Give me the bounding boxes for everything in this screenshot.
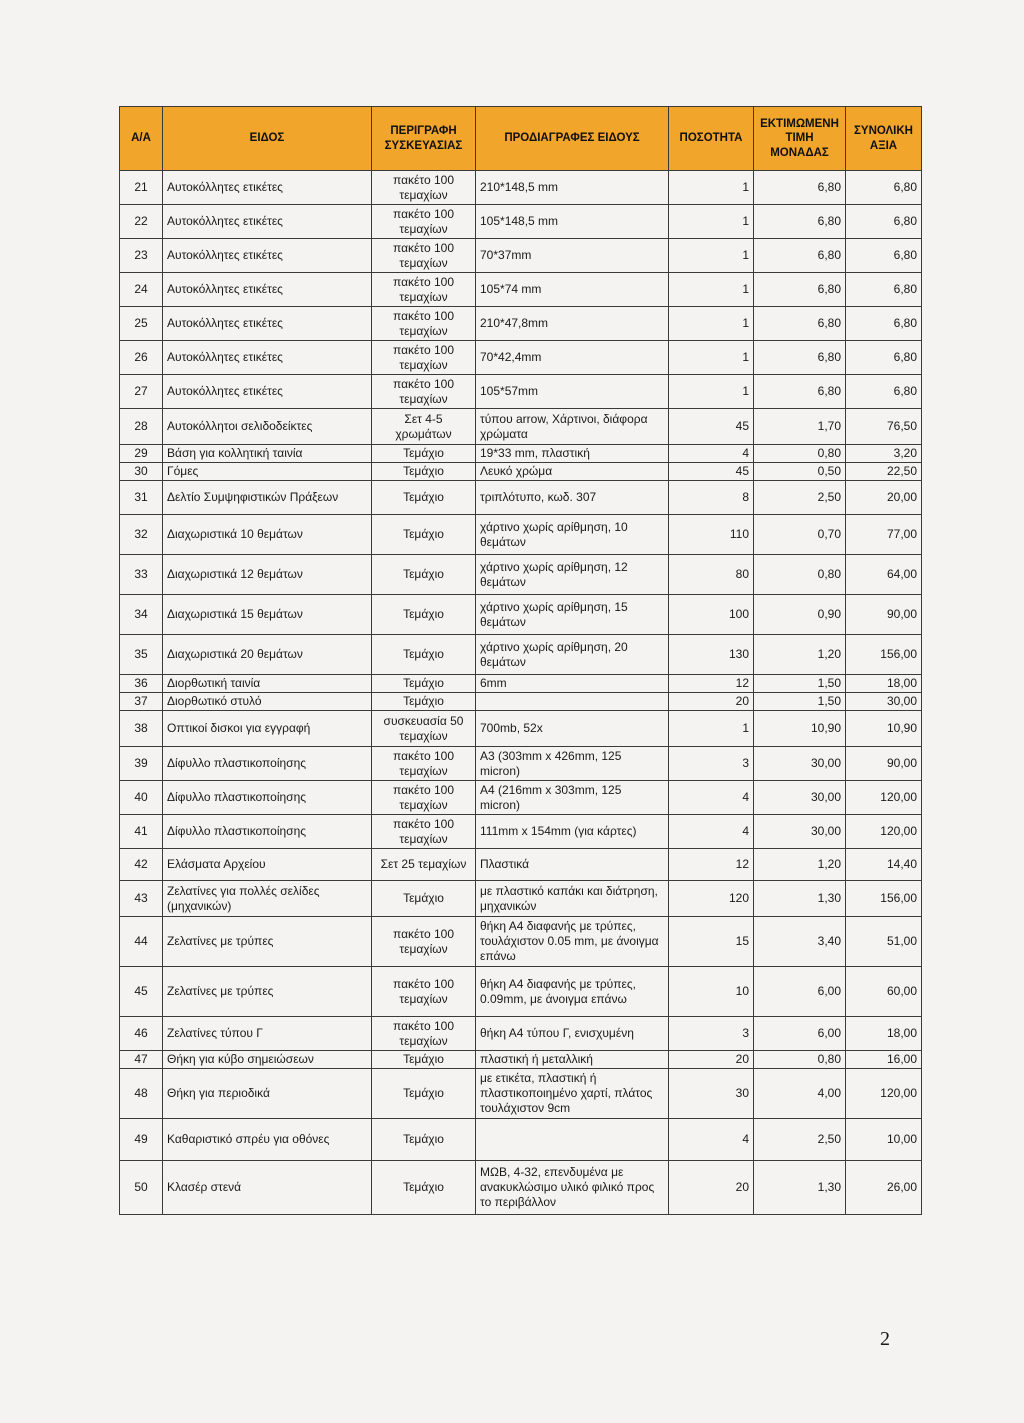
unit-price: 1,50 — [754, 675, 846, 693]
item-name: Οπτικοί δισκοι για εγγραφή — [163, 711, 372, 747]
total-value: 30,00 — [846, 693, 922, 711]
packaging-description: Τεμάχιο — [372, 1119, 476, 1161]
total-value: 64,00 — [846, 555, 922, 595]
item-name: Δίφυλλο πλαστικοποίησης — [163, 815, 372, 849]
total-value: 76,50 — [846, 409, 922, 445]
total-value: 6,80 — [846, 307, 922, 341]
item-specification: τύπου arrow, Χάρτινοι, διάφορα χρώματα — [476, 409, 669, 445]
item-name: Αυτοκόλλητες ετικέτες — [163, 307, 372, 341]
item-specification: χάρτινο χωρίς αρίθμηση, 12 θεμάτων — [476, 555, 669, 595]
table-header-row — [120, 107, 922, 171]
unit-price: 0,90 — [754, 595, 846, 635]
item-name: Αυτοκόλλητες ετικέτες — [163, 341, 372, 375]
packaging-description: πακέτο 100 τεμαχίων — [372, 967, 476, 1017]
quantity: 45 — [669, 463, 754, 481]
total-value: 20,00 — [846, 481, 922, 515]
packaging-description: πακέτο 100 τεμαχίων — [372, 341, 476, 375]
packaging-description: πακέτο 100 τεμαχίων — [372, 917, 476, 967]
row-number: 50 — [120, 1161, 163, 1215]
row-number: 37 — [120, 693, 163, 711]
table-row — [120, 917, 922, 967]
quantity: 120 — [669, 881, 754, 917]
item-specification: 210*47,8mm — [476, 307, 669, 341]
row-number: 32 — [120, 515, 163, 555]
item-specification: Λευκό χρώμα — [476, 463, 669, 481]
row-number: 36 — [120, 675, 163, 693]
item-name: Καθαριστικό σπρέυ για οθόνες — [163, 1119, 372, 1161]
total-value: 90,00 — [846, 595, 922, 635]
item-name: Διαχωριστικά 20 θεμάτων — [163, 635, 372, 675]
packaging-description: πακέτο 100 τεμαχίων — [372, 375, 476, 409]
table-row — [120, 205, 922, 239]
quantity: 45 — [669, 409, 754, 445]
table-row — [120, 1017, 922, 1051]
packaging-description: Τεμάχιο — [372, 881, 476, 917]
table-row — [120, 1161, 922, 1215]
quantity: 1 — [669, 171, 754, 205]
table-row — [120, 595, 922, 635]
unit-price: 3,40 — [754, 917, 846, 967]
table-row — [120, 849, 922, 881]
total-value: 60,00 — [846, 967, 922, 1017]
item-name: Αυτοκόλλητες ετικέτες — [163, 171, 372, 205]
packaging-description: πακέτο 100 τεμαχίων — [372, 205, 476, 239]
unit-price: 0,80 — [754, 1051, 846, 1069]
unit-price: 4,00 — [754, 1069, 846, 1119]
packaging-description: πακέτο 100 τεμαχίων — [372, 1017, 476, 1051]
item-name: Διορθωτικό στυλό — [163, 693, 372, 711]
packaging-description: Τεμάχιο — [372, 481, 476, 515]
row-number: 29 — [120, 445, 163, 463]
unit-price: 30,00 — [754, 781, 846, 815]
row-number: 26 — [120, 341, 163, 375]
item-name: Γόμες — [163, 463, 372, 481]
unit-price: 6,80 — [754, 341, 846, 375]
total-value: 90,00 — [846, 747, 922, 781]
item-specification: πλαστική ή μεταλλική — [476, 1051, 669, 1069]
item-name: Ελάσματα Αρχείου — [163, 849, 372, 881]
item-name: Θήκη για κύβο σημειώσεων — [163, 1051, 372, 1069]
packaging-description: Τεμάχιο — [372, 445, 476, 463]
item-name: Ζελατίνες για πολλές σελίδες (μηχανικών) — [163, 881, 372, 917]
table-body — [120, 171, 922, 1215]
header-packaging: ΠΕΡΙΓΡΑΦΗ ΣΥΣΚΕΥΑΣΙΑΣ — [372, 107, 476, 171]
total-value: 6,80 — [846, 375, 922, 409]
row-number: 43 — [120, 881, 163, 917]
header-unit-price: ΕΚΤΙΜΩΜΕΝΗ ΤΙΜΗ ΜΟΝΑΔΑΣ — [754, 107, 846, 171]
quantity: 20 — [669, 1051, 754, 1069]
item-specification: 19*33 mm, πλαστική — [476, 445, 669, 463]
item-specification: A4 (216mm x 303mm, 125 micron) — [476, 781, 669, 815]
row-number: 31 — [120, 481, 163, 515]
item-specification: 700mb, 52x — [476, 711, 669, 747]
unit-price: 1,50 — [754, 693, 846, 711]
quantity: 3 — [669, 747, 754, 781]
table-row — [120, 375, 922, 409]
unit-price: 30,00 — [754, 747, 846, 781]
row-number: 44 — [120, 917, 163, 967]
item-name: Ζελατίνες τύπου Γ — [163, 1017, 372, 1051]
table-row — [120, 341, 922, 375]
item-name: Βάση για κολλητική ταινία — [163, 445, 372, 463]
item-name: Διορθωτική ταινία — [163, 675, 372, 693]
total-value: 6,80 — [846, 239, 922, 273]
quantity: 1 — [669, 711, 754, 747]
quantity: 12 — [669, 849, 754, 881]
item-specification: χάρτινο χωρίς αρίθμηση, 20 θεμάτων — [476, 635, 669, 675]
table-row — [120, 1119, 922, 1161]
table-row — [120, 967, 922, 1017]
total-value: 26,00 — [846, 1161, 922, 1215]
row-number: 35 — [120, 635, 163, 675]
table-row — [120, 463, 922, 481]
quantity: 3 — [669, 1017, 754, 1051]
item-specification: 70*37mm — [476, 239, 669, 273]
packaging-description: Τεμάχιο — [372, 1051, 476, 1069]
item-specification: με ετικέτα, πλαστική ή πλαστικοποιημένο χαρτί, πλάτος τουλάχιστον 9cm — [476, 1069, 669, 1119]
unit-price: 0,50 — [754, 463, 846, 481]
item-specification: θήκη Α4 τύπου Γ, ενισχυμένη — [476, 1017, 669, 1051]
table-row — [120, 239, 922, 273]
unit-price: 1,20 — [754, 635, 846, 675]
row-number: 33 — [120, 555, 163, 595]
table-row — [120, 481, 922, 515]
unit-price: 2,50 — [754, 1119, 846, 1161]
item-name: Δίφυλλο πλαστικοποίησης — [163, 747, 372, 781]
table-row — [120, 711, 922, 747]
unit-price: 10,90 — [754, 711, 846, 747]
quantity: 1 — [669, 205, 754, 239]
total-value: 156,00 — [846, 635, 922, 675]
item-name: Ζελατίνες με τρύπες — [163, 967, 372, 1017]
item-name: Αυτοκόλλητες ετικέτες — [163, 239, 372, 273]
unit-price: 0,70 — [754, 515, 846, 555]
row-number: 23 — [120, 239, 163, 273]
unit-price: 6,80 — [754, 273, 846, 307]
item-specification: χάρτινο χωρίς αρίθμηση, 10 θεμάτων — [476, 515, 669, 555]
packaging-description: Τεμάχιο — [372, 555, 476, 595]
row-number: 22 — [120, 205, 163, 239]
unit-price: 6,80 — [754, 375, 846, 409]
table-row — [120, 693, 922, 711]
packaging-description: Τεμάχιο — [372, 1069, 476, 1119]
packaging-description: Τεμάχιο — [372, 515, 476, 555]
item-specification: χάρτινο χωρίς αρίθμηση, 15 θεμάτων — [476, 595, 669, 635]
packaging-description: Σετ 4-5 χρωμάτων — [372, 409, 476, 445]
packaging-description: Τεμάχιο — [372, 463, 476, 481]
row-number: 25 — [120, 307, 163, 341]
packaging-description: πακέτο 100 τεμαχίων — [372, 171, 476, 205]
item-specification: 105*74 mm — [476, 273, 669, 307]
total-value: 120,00 — [846, 781, 922, 815]
total-value: 120,00 — [846, 815, 922, 849]
total-value: 6,80 — [846, 205, 922, 239]
unit-price: 1,20 — [754, 849, 846, 881]
total-value: 6,80 — [846, 171, 922, 205]
table-row — [120, 171, 922, 205]
total-value: 120,00 — [846, 1069, 922, 1119]
quantity: 1 — [669, 239, 754, 273]
quantity: 1 — [669, 273, 754, 307]
item-name: Αυτοκόλλητες ετικέτες — [163, 273, 372, 307]
quantity: 4 — [669, 781, 754, 815]
quantity: 12 — [669, 675, 754, 693]
item-specification: 105*148,5 mm — [476, 205, 669, 239]
row-number: 28 — [120, 409, 163, 445]
total-value: 51,00 — [846, 917, 922, 967]
item-specification: θήκη Α4 διαφανής με τρύπες, 0.09mm, με άνοιγμα επάνω — [476, 967, 669, 1017]
packaging-description: πακέτο 100 τεμαχίων — [372, 307, 476, 341]
table-row — [120, 1051, 922, 1069]
item-name: Δελτίο Συμψηφιστικών Πράξεων — [163, 481, 372, 515]
table-row — [120, 747, 922, 781]
packaging-description: Τεμάχιο — [372, 635, 476, 675]
item-name: Διαχωριστικά 10 θεμάτων — [163, 515, 372, 555]
table-row — [120, 881, 922, 917]
quantity: 1 — [669, 341, 754, 375]
row-number: 34 — [120, 595, 163, 635]
total-value: 22,50 — [846, 463, 922, 481]
quantity: 10 — [669, 967, 754, 1017]
row-number: 40 — [120, 781, 163, 815]
row-number: 21 — [120, 171, 163, 205]
row-number: 46 — [120, 1017, 163, 1051]
total-value: 18,00 — [846, 1017, 922, 1051]
header-qty: ΠΟΣΟΤΗΤΑ — [669, 107, 754, 171]
item-specification: τριπλότυπο, κωδ. 307 — [476, 481, 669, 515]
unit-price: 6,80 — [754, 205, 846, 239]
packaging-description: συσκευασία 50 τεμαχίων — [372, 711, 476, 747]
table-row — [120, 409, 922, 445]
total-value: 18,00 — [846, 675, 922, 693]
table-row — [120, 273, 922, 307]
quantity: 110 — [669, 515, 754, 555]
unit-price: 1,30 — [754, 1161, 846, 1215]
item-specification — [476, 1119, 669, 1161]
item-name: Διαχωριστικά 15 θεμάτων — [163, 595, 372, 635]
table-row — [120, 555, 922, 595]
packaging-description: Σετ 25 τεμαχίων — [372, 849, 476, 881]
row-number: 49 — [120, 1119, 163, 1161]
total-value: 6,80 — [846, 273, 922, 307]
total-value: 77,00 — [846, 515, 922, 555]
total-value: 10,00 — [846, 1119, 922, 1161]
row-number: 41 — [120, 815, 163, 849]
header-spec: ΠΡΟΔΙΑΓΡΑΦΕΣ ΕΙΔΟΥΣ — [476, 107, 669, 171]
total-value: 14,40 — [846, 849, 922, 881]
quantity: 20 — [669, 693, 754, 711]
quantity: 130 — [669, 635, 754, 675]
quantity: 4 — [669, 815, 754, 849]
quantity: 30 — [669, 1069, 754, 1119]
item-specification: 210*148,5 mm — [476, 171, 669, 205]
item-specification: 6mm — [476, 675, 669, 693]
table-row — [120, 515, 922, 555]
quantity: 4 — [669, 1119, 754, 1161]
quantity: 4 — [669, 445, 754, 463]
item-name: Αυτοκόλλητες ετικέτες — [163, 205, 372, 239]
item-name: Δίφυλλο πλαστικοποίησης — [163, 781, 372, 815]
row-number: 24 — [120, 273, 163, 307]
header-item: ΕΙΔΟΣ — [163, 107, 372, 171]
quantity: 15 — [669, 917, 754, 967]
packaging-description: Τεμάχιο — [372, 1161, 476, 1215]
unit-price: 6,80 — [754, 171, 846, 205]
header-no: Α/Α — [120, 107, 163, 171]
item-specification: 105*57mm — [476, 375, 669, 409]
row-number: 48 — [120, 1069, 163, 1119]
table-row — [120, 445, 922, 463]
row-number: 39 — [120, 747, 163, 781]
items-table — [119, 106, 922, 1215]
packaging-description: πακέτο 100 τεμαχίων — [372, 747, 476, 781]
item-specification — [476, 693, 669, 711]
unit-price: 6,80 — [754, 239, 846, 273]
item-specification: με πλαστικό καπάκι και διάτρηση, μηχανικών — [476, 881, 669, 917]
unit-price: 6,00 — [754, 1017, 846, 1051]
item-specification: A3 (303mm x 426mm, 125 micron) — [476, 747, 669, 781]
packaging-description: Τεμάχιο — [372, 675, 476, 693]
item-specification: Πλαστικά — [476, 849, 669, 881]
unit-price: 0,80 — [754, 555, 846, 595]
packaging-description: πακέτο 100 τεμαχίων — [372, 815, 476, 849]
quantity: 80 — [669, 555, 754, 595]
quantity: 1 — [669, 307, 754, 341]
item-name: Αυτοκόλλητες ετικέτες — [163, 375, 372, 409]
table-row — [120, 815, 922, 849]
row-number: 47 — [120, 1051, 163, 1069]
row-number: 42 — [120, 849, 163, 881]
row-number: 30 — [120, 463, 163, 481]
item-name: Θήκη για περιοδικά — [163, 1069, 372, 1119]
item-name: Ζελατίνες με τρύπες — [163, 917, 372, 967]
table-row — [120, 635, 922, 675]
quantity: 8 — [669, 481, 754, 515]
item-name: Διαχωριστικά 12 θεμάτων — [163, 555, 372, 595]
item-specification: ΜΩΒ, 4-32, επενδυμένα με ανακυκλώσιμο υλικό φιλικό προς το περιβάλλον — [476, 1161, 669, 1215]
row-number: 45 — [120, 967, 163, 1017]
unit-price: 1,30 — [754, 881, 846, 917]
page-number: 2 — [880, 1328, 890, 1350]
unit-price: 2,50 — [754, 481, 846, 515]
total-value: 10,90 — [846, 711, 922, 747]
table-row — [120, 1069, 922, 1119]
quantity: 20 — [669, 1161, 754, 1215]
unit-price: 0,80 — [754, 445, 846, 463]
packaging-description: πακέτο 100 τεμαχίων — [372, 273, 476, 307]
unit-price: 30,00 — [754, 815, 846, 849]
row-number: 27 — [120, 375, 163, 409]
packaging-description: Τεμάχιο — [372, 595, 476, 635]
item-name: Αυτοκόλλητοι σελιδοδείκτες — [163, 409, 372, 445]
packaging-description: πακέτο 100 τεμαχίων — [372, 781, 476, 815]
unit-price: 6,00 — [754, 967, 846, 1017]
total-value: 156,00 — [846, 881, 922, 917]
unit-price: 6,80 — [754, 307, 846, 341]
packaging-description: Τεμάχιο — [372, 693, 476, 711]
total-value: 6,80 — [846, 341, 922, 375]
total-value: 3,20 — [846, 445, 922, 463]
item-specification: 111mm x 154mm (για κάρτες) — [476, 815, 669, 849]
header-total: ΣΥΝΟΛΙΚΗ ΑΞΙΑ — [846, 107, 922, 171]
total-value: 16,00 — [846, 1051, 922, 1069]
quantity: 1 — [669, 375, 754, 409]
row-number: 38 — [120, 711, 163, 747]
item-specification: 70*42,4mm — [476, 341, 669, 375]
unit-price: 1,70 — [754, 409, 846, 445]
table-row — [120, 307, 922, 341]
quantity: 100 — [669, 595, 754, 635]
item-specification: θήκη Α4 διαφανής με τρύπες, τουλάχιστον 0.05 mm, με άνοιγμα επάνω — [476, 917, 669, 967]
packaging-description: πακέτο 100 τεμαχίων — [372, 239, 476, 273]
table-row — [120, 781, 922, 815]
item-name: Κλασέρ στενά — [163, 1161, 372, 1215]
table-row — [120, 675, 922, 693]
